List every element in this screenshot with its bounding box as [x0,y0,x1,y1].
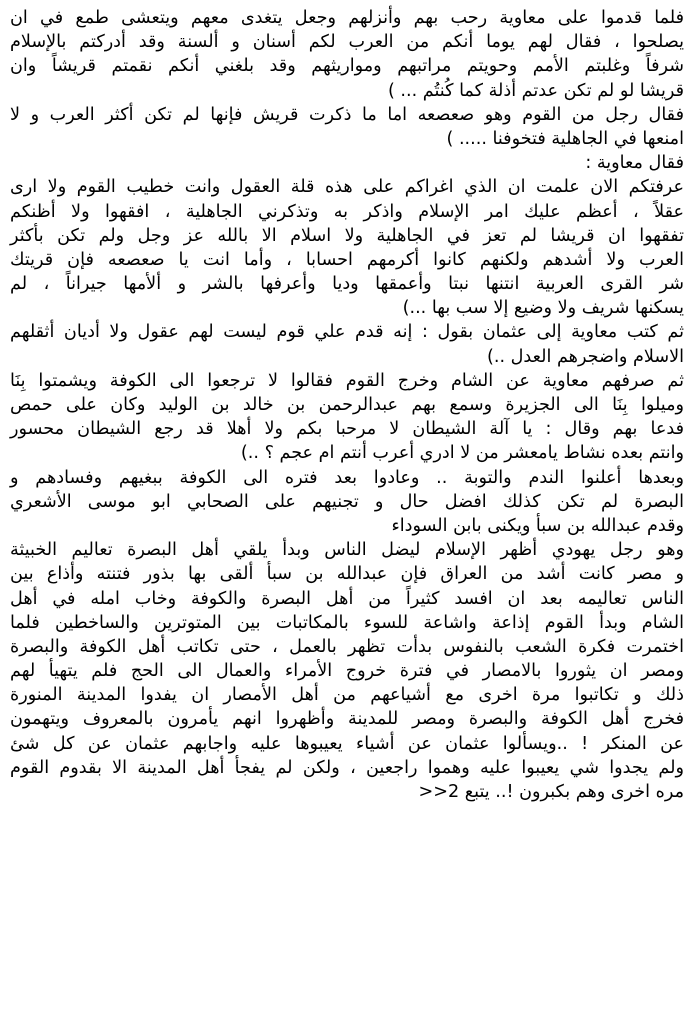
text-line: مره اخرى وهم بكبرون !.. يتبع 2<< [418,782,684,802]
text-line: فقال معاوية : [585,153,684,174]
text-line: ومصر ان يثوروا بالامصار في فترة خروج الأمراء والعمال الى الحج فلم يتهيأ لهم [10,661,684,682]
text-line: العرب ولا أشدهم ولكنهم كانوا أكرمهم احسابا ، وأما انت يا صعصعه فإن قريتك [10,249,684,270]
text-line: امنعها في الجاهلية فتخوفنا ..... ) [446,128,684,149]
text-line: عقلاً ، أعظم عليك امر الإسلام واذكر به وتذكرني الجاهلية ، افقهوا ولا أظنكم [10,201,684,222]
text-line: الاسلام واضجرهم العدل ..) [486,346,684,367]
text-line: عن المنكر ! ..ويسألوا عثمان عن أشياء يعيبوها عليه واجابهم عثمان عن كل شئ [10,733,684,754]
text-line: وانتم بعده نشاط يامعشر من لا ادري أعرب أنتم ام عجم ؟ ..) [240,443,684,464]
text-line: وقدم عبدالله بن سبأ ويكنى بابن السوداء [391,515,684,536]
text-line: فلما قدموا على معاوية رحب بهم وأنزلهم وجعل يتغدى معهم ويتعشى طمع في ان [10,8,684,28]
text-line: ولم يجدوا شي يعيبوا عليه وهموا راجعين ، ولكن لم يفجأ أهل المدينة الا بقدوم القوم [10,757,684,778]
text-line: و مصر كانت أشد من العراق فإن عبدالله بن سبأ ألقى بها بذور فتنته وأذاع بين [10,564,684,585]
text-line: تفقهوا ان قريشا لم تعز في الجاهلية ولا اسلام الا بالله عز وجل ولم تكن بأكثر [10,225,684,246]
text-line: وبعدها أعلنوا الندم والتوبة .. وعادوا بعد فتره الى الكوفة ببغيهم وفسادهم و [10,467,684,488]
text-line: فقال رجل من القوم وهو صعصعه اما ما ذكرت قريش فإنها لم تكن أكثر العرب و لا [10,104,684,125]
text-line: شرفاً وغلبتم الأمم وحويتم مراتبهم ومواريثهم وقد بلغني أنكم نقمتم قريشاً وان [10,56,684,77]
text-line: اختمرت فكرة الشعب بالنفوس بدأت تظهر بالعمل ، حتى تكاتب أهل الكوفة والبصرة [10,636,684,657]
text-line: فخرج أهل الكوفة والبصرة ومصر للمدينة وأظهروا انهم يأمرون بالمعروف ويتهمون [10,709,684,730]
text-line: قريشا لو لم تكن عدتم أذلة كما كُنتُم ... ) [387,80,684,101]
text-line: ثم صرفهم معاوية عن الشام وخرج القوم فقالوا لا ترجعوا الى الكوفة ويشمتوا بِنَا [10,370,684,391]
text-line: وميلوا بِنَا الى الجزيرة وسمع بهم عبدالرحمن بن خالد بن الوليد وكان على حمص [10,395,684,415]
text-line: الشام وبدأ القوم إذاعة واشاعة للسوء بالمكاتبات بين المتوترين والساخطين فلما [10,612,684,633]
text-line: الناس تعاليمه بعد ان افسد كثيراً من أهل البصرة والكوفة وخاب امله في أهل [10,588,684,609]
text-line: فدعا بهم وقال : يا آلة الشيطان لا مرحبا بكم ولا أهلا قد رجع الشيطان محسور [10,419,684,440]
text-line: عرفتكم الان علمت ان الذي اغراكم على هذه قلة العقول وانت خطيب القوم ولا ارى [10,177,684,198]
text-line: ثم كتب معاوية إلى عثمان بقول : إنه قدم علي قوم ليست لهم عقول ولا أديان أثقلهم [10,322,684,343]
text-line: يسكنها شريف ولا وضيع إلا سب بها ...) [402,298,684,319]
text-line: شر القرى العربية انتنها نبتا وأعمقها وديا وأعرفها بالشر و ألأمها جيراناً ، لم [10,274,684,295]
text-line: يصلحوا ، فقال لهم يوما أنكم من العرب لكم أسنان و ألسنة وقد أدركتم بالإسلام [10,32,684,53]
text-line: البصرة لم تكن كذلك افضل حال و تجنيهم على الصحابي ابو موسى الأشعري [10,491,684,512]
text-line: ذلك و تكاتبوا مرة اخرى مع أشياعهم من أهل الأمصار ان يفدوا المدينة المنورة [10,685,684,706]
text-line: وهو رجل يهودي أظهر الإسلام ليضل الناس وبدأ يلقي أهل البصرة تعاليم الخبيثة [10,540,684,561]
